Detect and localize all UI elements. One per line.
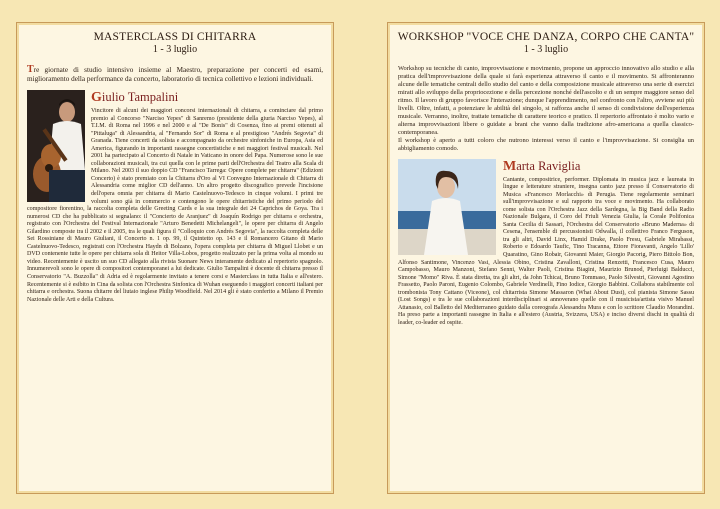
tampalini-photo [27, 90, 85, 202]
intro-text: re giornate di studio intensivo insieme al Maestro, preparazione per concerti ed esami, miglioramento della performance da concerto, laboratorio di tecnica collettivo e lezioni individuali. [27, 66, 323, 83]
masterclass-title: MASTERCLASS DI CHITARRA [93, 31, 257, 43]
tampalini-bio [27, 90, 323, 304]
workshop-title: WORKSHOP "VOCE CHE DANZA, CORPO CHE CANTA" [397, 31, 695, 43]
masterclass-header [17, 31, 333, 56]
raviglia-photo [398, 159, 496, 255]
workshop-header [388, 31, 704, 56]
name-text: arta Raviglia [516, 158, 581, 173]
tampalini-bio-text: Vincitore di alcuni dei maggiori concorsi internazionali di chitarra, a cominciare dal primo premio al Concorso "Narciso Yepes" di Sanremo (presidente della giuria Narciso Yepes), al T.I.M. di Roma nel 1996 e nel 2000 e al "De Bonis" di Cosenza, fino ai premi ottenuti al "Pittaluga" di Alessandria, al "Fernando Sor" di Roma e al prestigioso "Andrés Segovia" di Granada. Tiene concerti da solista e accompagnato da orchestre sinfoniche in Europa, Asia ed America, figurando in importanti rassegne concertistiche e nei maggiori festival musicali. Nel 2001 ha partecipato al Concerto di Natale in Vaticano in onore del Papa. Numerose sono le sue collaborazioni musicali, tra cui quella con le prime parti dell'Orchestra del Teatro alla Scala di Milano. Nel 2003 il suo doppio CD "Francisco Tarrega: Opere complete per chitarra" (Edizioni Concerto) è stato premiato con la Chitarra d'Oro al VI Convegno Internazionale di Chitarra di Alessandria come miglior CD dell'anno. Un altro progetto discografico prevede l'incisione dell'opera omnia per chitarra di Mario Castelnuovo-Tedesco in cinque volumi. I primi tre volumi sono già in commercio e contengono le opere chitarristiche del primo periodo del compositore fiorentino, la raccolta completa delle Greeting Cards e la sua integrale dei 24 Caprichos de Goya. Tra i numerosi CD che ha pubblicato si segnalano: il "Concierto de Aranjuez" di Joaquín Rodrigo per chitarra e orchestra, registrato con l'Orchestra del Festival Internazionale "Arturo Benedetti Michelangeli", le opere per chitarra di Angelo Gilardino composte tra il 2002 e il 2005, tra le quali figura il "Colloquio con Andrés Segovia", la raccolta completa delle Sei Rossiniane di Mauro Giuliani, il Concerto n. 1 op. 99, il Quintetto op. 143 e il Romancero Gitano di Mario Castelnuovo-Tedesco, registrati con l'Orchestra Haydn di Bolzano, l'opera completa per chitarra di Miguel Llobet e un DVD contenente tutte le opere per chitarra sola di Heitor Villa-Lobos, progetto realizzato per la prima volta al mondo su video. Recentemente è uscito un suo CD allegato alla rivista Suonare News interamente dedicato al repertorio spagnolo. Innumerevoli sono le opere di compositori contemporanei a lui dedicate. Giulio Tampalini è docente di chitarra presso il Conservatorio "A. Buzzolla" di Adria ed è regolarmente invitato a tenere corsi e Masterclass in tutta Italia e all'estero. Recentemente si è esibito in Cina da solista con l'Orchestra Sinfonica di Wuhan eseguendo i maggiori concerti italiani per chitarra e orchestra. Suona chitarre del liutaio inglese Philip Woodfield. Nel 2014 gli è stato conferito a Milano il Premio Nazionale delle Arti e della Cultura. [27, 108, 323, 303]
name-text: iulio Tampalini [101, 90, 179, 104]
masterclass-page [16, 22, 334, 494]
intro-dropcap: T [27, 64, 34, 75]
raviglia-bio-text: Cantante, compositrice, performer. Diplomata in musica jazz e laureata in lingue e letterature straniere, insegna canto jazz presso il Conservatorio di Musica «Francesco Morlacchi» di Perugia. Tiene regolarmente seminari sull'improvvisazione e sul rapporto tra voce e movimento. Ha collaborato come solista con l'Orchestra Jazz della Sardegna, la Big Band della Radio Nazionale Bulgara, il Coro del Friuli Venezia Giulia, la Corale Polifonica Santa Cecilia di Sassari, l'Orchestra del Conservatorio «Bruno Maderna» di Cesena, l'ensemble di percussionisti Odwalla, il collettivo Franco Ferguson, tra gli altri, David Linx, Hamid Drake, Paolo Fresu, Gabriele Mirabassi, Roberto e Edoardo Taufic, Tino Tracanna, Ettore Fioravanti, Angelo 'Lillo' Quaratino, Gino Robair, Giovanni Maier, Giorgio Pacorig, Piero Bittolo Bon, Alfonso Santimone, Vincenzo Vasi, Alessia Obino, Cristina Zavalloni, Cristina Renzetti, Francesco Cusa, Mauro Campobasso, Mauro Manzoni, Stefano Senni, Walter Paoli, Cristina Biagini, Maurizio Brunod, Pierluigi Balducci, Simone "Momo" Riva. È stata diretta, tra gli altri, da John Tchicai, Bruno Tommaso, Paolo Silvestri, Giovanni Agostino Frassetto, Paolo Paroni, Eugenio Colombo, Gabriele Verdinelli, Fino Iodice, Giorgio Babbini. Collabora stabilmente col trombonista Tony Cattano (Viceone), col chitarrista Simone Massaron (What About Dust), col pianista Simone Sassu (Lost Songs) e tra le sue collaborazioni interdisciplinari si annoverano quelle con il musicista/artista visivo Manuel Attanasio, col Balletto del Mediterraneo guidato dalla coreografa Alessandra Mura e con lo scrittore Claudio Morandini. Ha preso parte a importanti rassegne in Italia e all'estero (Austria, Svizzera, USA) e inciso diversi dischi in qualità di leader, co-leader ed ospite. [398, 176, 694, 326]
singer-illustration [398, 159, 496, 255]
name-dropcap: M [503, 158, 517, 174]
masterclass-intro [27, 65, 323, 84]
workshop-intro: Workshop su tecniche di canto, improvvisazione e movimento, propone un approccio innovativo allo studio e alla pratica dell'improvvisazione della quale si farà esperienza attraverso il canto e il movimento. Si affronteranno alcune delle tematiche centrali dello studio del canto e della composizione musicale attraverso una serie di esercizi mirati allo sviluppo della propriocezione e della percezione nonché dell'ascolto e di un sempre maggiore senso del ritmo. Il lavoro di gruppo favorisce l'interazione; dunque l'apprendimento, nel confronto con l'altro, avviene sui più livelli. Oltre, infatti, a potenziare le abilità del singolo, si rafforza anche il senso di condivisione dell'esperienza musicale. Verranno, inoltre, trattate tematiche di carattere teorico e pratico. Il repertorio affrontato è molto vario e alterna improvvisazioni libere o guidate a brani che vanno dalla tradizione afro-americana a quella classico-contemporanea. [398, 65, 694, 137]
raviglia-bio [398, 159, 694, 328]
name-dropcap: G [91, 90, 102, 105]
workshop-intro-2: Il workshop è aperto a tutti coloro che nutrono interessi verso il canto e l'improvvisazione. Si consiglia un abbigliamento comodo. [398, 137, 694, 153]
workshop-dates: 1 - 3 luglio [523, 44, 569, 55]
workshop-page [387, 22, 705, 494]
guitarist-illustration [27, 90, 85, 202]
masterclass-dates: 1 - 3 luglio [152, 44, 198, 55]
